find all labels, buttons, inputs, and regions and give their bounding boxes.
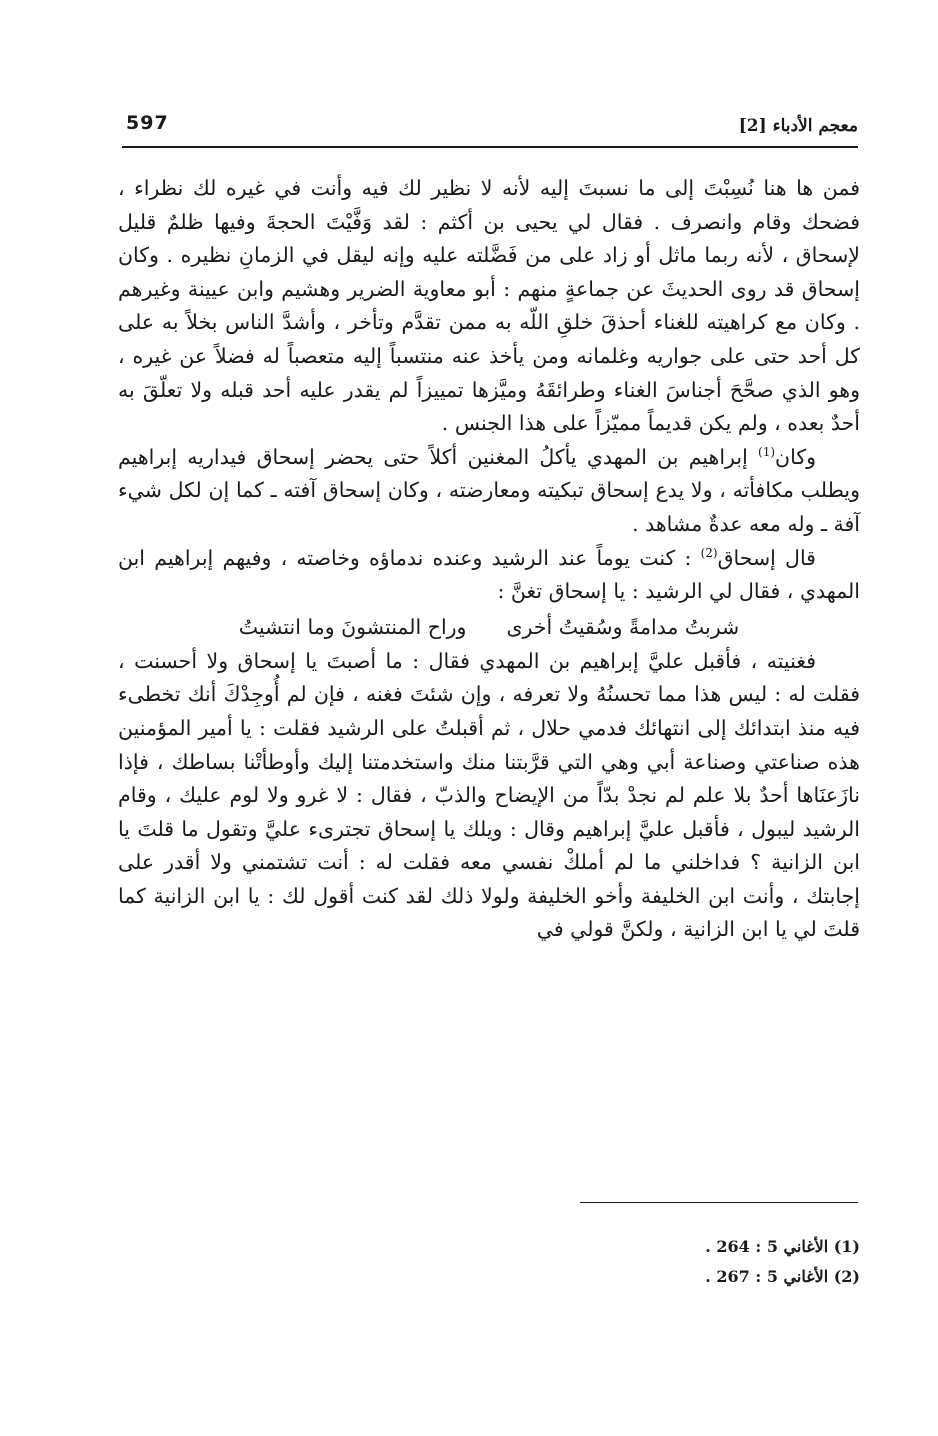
body-text bbox=[118, 172, 860, 947]
paragraph-4: فغنيته ، فأقبل عليَّ إبراهيم بن المهدي فقال : ما أصبتَ يا إسحاق ولا أحسنت ، فقلت له : ليس هذا مما تحسنُهُ ولا تعرفه ، وإن شئتَ فغنه ، فإن لم أُوجِدْكَ أنك تخطىء فيه منذ ابتدائك إلى انتهائك فدمي حلال ، ثم أقبلتُ على الرشيد فقلت : يا أمير المؤمنين هذه صناعتي وصناعة أبي وهي التي قرَّبتنا منك واستخدمتنا إليك وأوطأتْنا بساطك ، فإذا نازَعنَاها أحدٌ بلا علم لم نجدْ بدّاً من الإيضاح والذبّ ، فقال : لا غرو ولا لوم عليك ، وقام الرشيد ليبول ، فأقبل عليَّ إبراهيم وقال : ويلك يا إسحاق تجترىء عليَّ وتقول ما قلتَ يا ابن الزانية ؟ فداخلني ما لم أملكْ نفسي معه فقلت له : أنت تشتمني ولا أقدر على إجابتك ، وأنت ابن الخليفة وأخو الخليفة ولولا ذلك لقد كنت أقول لك : يا ابن الزانية كما قلتَ لي يا ابن الزانية ، ولكنَّ قولي في bbox=[118, 648, 860, 942]
footnote-mark-2: (2) bbox=[700, 545, 718, 560]
paragraph-2-text: إبراهيم بن المهدي يأكلُ المغنين أكلاً حتى يحضر إسحاق فيداريه إبراهيم ويطلب مكافأته ، ولا يدع إسحاق تبكيته ومعارضته ، وكان إسحاق آفته ـ كما إن لكل شيء آفة ـ وله معه عدةٌ مشاهد . bbox=[118, 444, 860, 536]
footnote-rule bbox=[580, 1202, 858, 1203]
footnote-mark-1: (1) bbox=[758, 444, 776, 459]
running-title: معجم الأدباء [2] bbox=[738, 116, 858, 136]
verse-second-hemistich: وراح المنتشونَ وما انتشيتُ bbox=[238, 614, 467, 639]
header-rule bbox=[122, 146, 858, 148]
page-number: 597 bbox=[126, 112, 169, 134]
paragraph-1: فمن ها هنا نُسِبْتَ إلى ما نسبتَ إليه لأنه لا نظير لك فيه وأنت في غيره لك نظراء ، فضحك وقام وانصرف . فقال لي يحيى بن أكثم : لقد وَفَّيْتَ الحجةَ وفيها ظلمٌ قليل لإسحاق ، لأنه ربما ماثل أو زاد على من فَضَّلته عليه وإنه ليقل في الزمانِ نظيره . وكان إسحاق قد روى الحديثَ عن جماعةٍ منهم : أبو معاوية الضرير وهشيم وابن عيينة وغيرهم . وكان مع كراهيته للغناء أحذقَ خلقِ اللّه به ممن تقدَّم وتأخر ، وأشدَّ الناس بخلاً به على كل أحد حتى على جواريه وغلمانه ومن يأخذ عنه منتسباً إليه متعصباً له فضلاً عن غيره ، وهو الذي صحَّحَ أجناسَ الغناء وطرائقَهُ وميَّزها تمييزاً لم يقدر عليه أحد قبله ولا تعلّقَ به أحدٌ بعده ، ولم يكن قديماً مميّزاً على هذا الجنس . bbox=[118, 176, 860, 436]
footnote-1: (1) الأغاني 5 : 264 . bbox=[705, 1237, 860, 1256]
footnote-2: (2) الأغاني 5 : 267 . bbox=[705, 1267, 860, 1286]
paragraph-3-text: : كنت يوماً عند الرشيد وعنده ندماؤه وخاصته ، وفيهم إبراهيم ابن المهدي ، فقال لي الرشيد : يا إسحاق تغنَّ : bbox=[118, 545, 860, 604]
verse bbox=[118, 609, 860, 645]
footnotes bbox=[560, 1232, 860, 1292]
verse-first-hemistich: شربتُ مدامةً وسُقيتُ أخرى bbox=[506, 614, 740, 639]
paragraph-3-start: قال إسحاق bbox=[717, 545, 816, 570]
page-header bbox=[118, 108, 858, 144]
paragraph-2-start: وكان bbox=[775, 444, 816, 469]
paragraph-3 bbox=[118, 542, 860, 609]
paragraph-2 bbox=[118, 441, 860, 542]
